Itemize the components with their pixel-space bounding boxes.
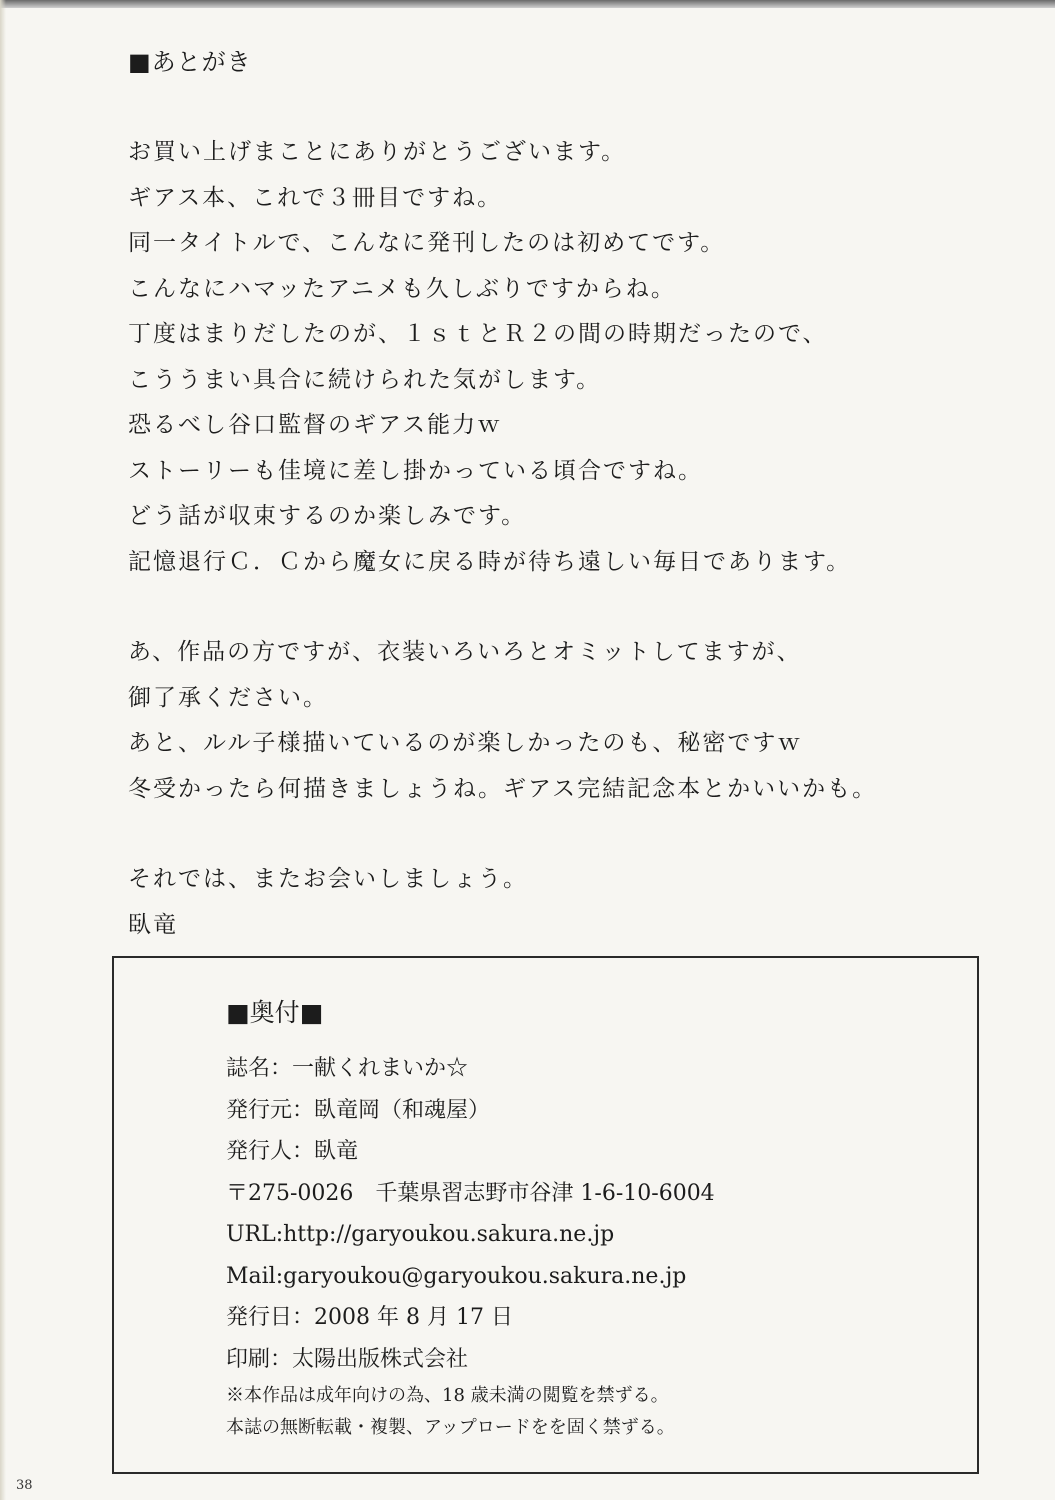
afterword-line: 丁度はまりだしたのが、１ｓｔとＲ２の間の時期だったので、: [128, 321, 828, 347]
afterword-body: [128, 130, 1008, 948]
afterword-title: ■あとがき: [128, 48, 252, 76]
colophon-mail-row: Mail:garyoukou@garyoukou.sakura.ne.jp: [226, 1263, 687, 1289]
afterword-signature: 臥竜: [128, 911, 178, 938]
colophon-publisher-row: 発行元：臥竜岡（和魂屋）: [226, 1097, 491, 1123]
afterword-line: ストーリーも佳境に差し掛かっている頃合ですね。: [128, 457, 703, 484]
colophon-issuer-row: 発行人：臥竜: [226, 1139, 359, 1164]
afterword-line: 記憶退行Ｃ．Ｃから魔女に戻る時が待ち遠しい毎日であります。: [128, 548, 852, 575]
colophon-box: [112, 956, 979, 1474]
afterword-blank-line: [128, 812, 1008, 857]
page-binding-shadow: [0, 0, 6, 1500]
afterword-line: あと、ルル子様描いているのが楽しかったのも、秘密ですｗ: [128, 730, 803, 756]
colophon-age-notice: ※本作品は成年向けの為、18 歳未満の閲覧を禁ずる。: [226, 1385, 669, 1406]
afterword-blank-line: [128, 585, 1008, 630]
colophon: [226, 998, 946, 1444]
afterword-line: こううまい具合に続けられた気がします。: [128, 366, 602, 393]
page-top-edge: [0, 0, 1055, 8]
colophon-title: ■奥付■: [226, 998, 324, 1027]
afterword-line: こんなにハマッたアニメも久しぶりですからね。: [128, 275, 676, 302]
afterword-line: お買い上げまことにありがとうございます。: [128, 139, 627, 165]
afterword-line: 冬受かったら何描きましょうね。ギアス完結記念本とかいいかも。: [128, 775, 878, 802]
afterword-line: あ、作品の方ですが、衣装いろいろとオミットしてますが、: [128, 639, 802, 665]
colophon-address-row: 〒275-0026 千葉県習志野市谷津 1-6-10-6004: [226, 1180, 715, 1206]
colophon-printer-row: 印刷：太陽出版株式会社: [226, 1346, 469, 1372]
afterword-line: 同一タイトルで、こんなに発刊したのは初めてです。: [128, 230, 726, 256]
colophon-date-row: 発行日：2008 年 8 月 17 日: [226, 1305, 513, 1330]
afterword-closing: それでは、またお会いしましょう。: [128, 866, 528, 892]
colophon-title-row: 誌名：一献くれまいか☆: [226, 1056, 469, 1081]
page-number: 38: [16, 1478, 33, 1493]
afterword-line: ギアス本、これで３冊目ですね。: [128, 184, 503, 211]
afterword-line: 恐るべし谷口監督のギアス能力ｗ: [128, 412, 503, 438]
colophon-url-row: URL:http://garyoukou.sakura.ne.jp: [226, 1222, 615, 1247]
afterword-line: 御了承ください。: [128, 684, 328, 711]
colophon-copy-notice: 本誌の無断転載・複製、アップロードをを固く禁ずる。: [226, 1417, 675, 1438]
afterword-line: どう話が収束するのか楽しみです。: [128, 503, 527, 529]
